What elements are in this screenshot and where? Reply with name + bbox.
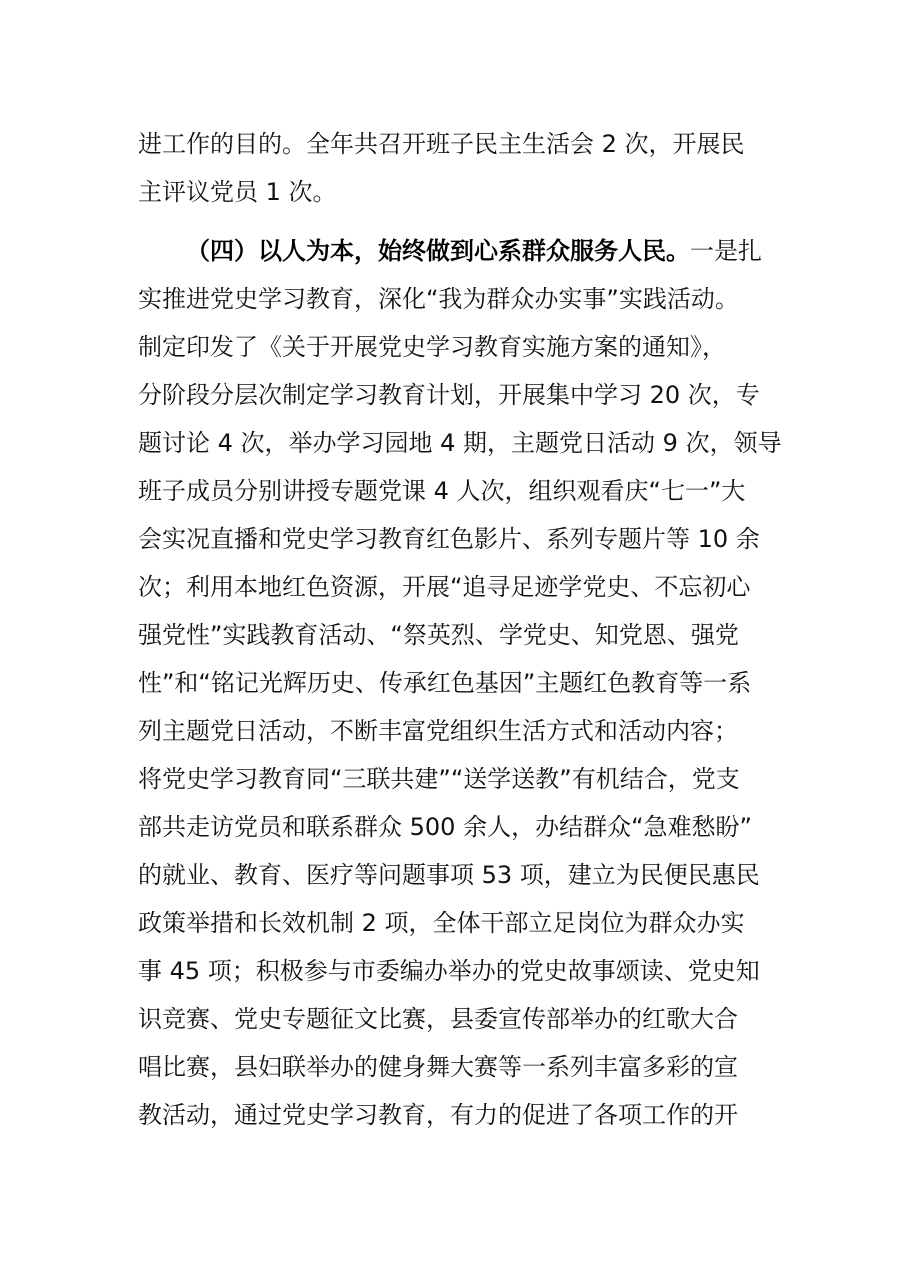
- text-line: 强党性”实践教育活动、“祭英烈、学党史、知党恩、强党: [138, 621, 739, 649]
- text-line: 主评议党员 1 次。: [138, 178, 337, 206]
- text-line: 教活动，通过党史学习教育，有力的促进了各项工作的开: [138, 1101, 738, 1129]
- text-line: 将党史学习教育同“三联共建”“送学送教”有机结合，党支: [138, 765, 740, 793]
- text-line: 唱比赛，县妇联举办的健身舞大赛等一系列丰富多彩的宣: [138, 1053, 738, 1081]
- text-line: 分阶段分层次制定学习教育计划，开展集中学习 20 次，专: [138, 381, 760, 409]
- text-line: 事 45 项；积极参与市委编办举办的党史故事颂读、党史知: [138, 957, 760, 985]
- text-line: 实推进党史学习教育，深化“我为群众办实事”实践活动。: [138, 285, 739, 313]
- text-run: 一是扎: [690, 237, 762, 265]
- text-line: 次；利用本地红色资源，开展“追寻足迹学党史、不忘初心: [138, 573, 751, 601]
- text-line: 政策举措和长效机制 2 项，全体干部立足岗位为群众办实: [138, 909, 745, 937]
- text-line: 进工作的目的。全年共召开班子民主生活会 2 次，开展民: [138, 130, 745, 158]
- text-line: 班子成员分别讲授专题党课 4 人次，组织观看庆“七一”大: [138, 477, 746, 505]
- text-line: 制定印发了《关于开展党史学习教育实施方案的通知》，: [138, 333, 726, 361]
- text-line: 部共走访党员和联系群众 500 余人，办结群众“急难愁盼”: [138, 813, 752, 841]
- text-line: 会实况直播和党史学习教育红色影片、系列专题片等 10 余: [138, 525, 760, 553]
- section-heading-line: [186, 233, 778, 269]
- text-line: 性”和“铭记光辉历史、传承红色基因”主题红色教育等一系: [138, 669, 752, 697]
- section-heading: （四）以人为本，始终做到心系群众服务人民。: [186, 237, 690, 265]
- text-line: 题讨论 4 次，举办学习园地 4 期，主题党日活动 9 次，领导: [138, 429, 782, 457]
- text-line: 的就业、教育、医疗等问题事项 53 项，建立为民便民惠民: [138, 861, 760, 889]
- text-line: 识竞赛、党史专题征文比赛，县委宣传部举办的红歌大合: [138, 1005, 738, 1033]
- text-line: 列主题党日活动，不断丰富党组织生活方式和活动内容；: [138, 717, 738, 745]
